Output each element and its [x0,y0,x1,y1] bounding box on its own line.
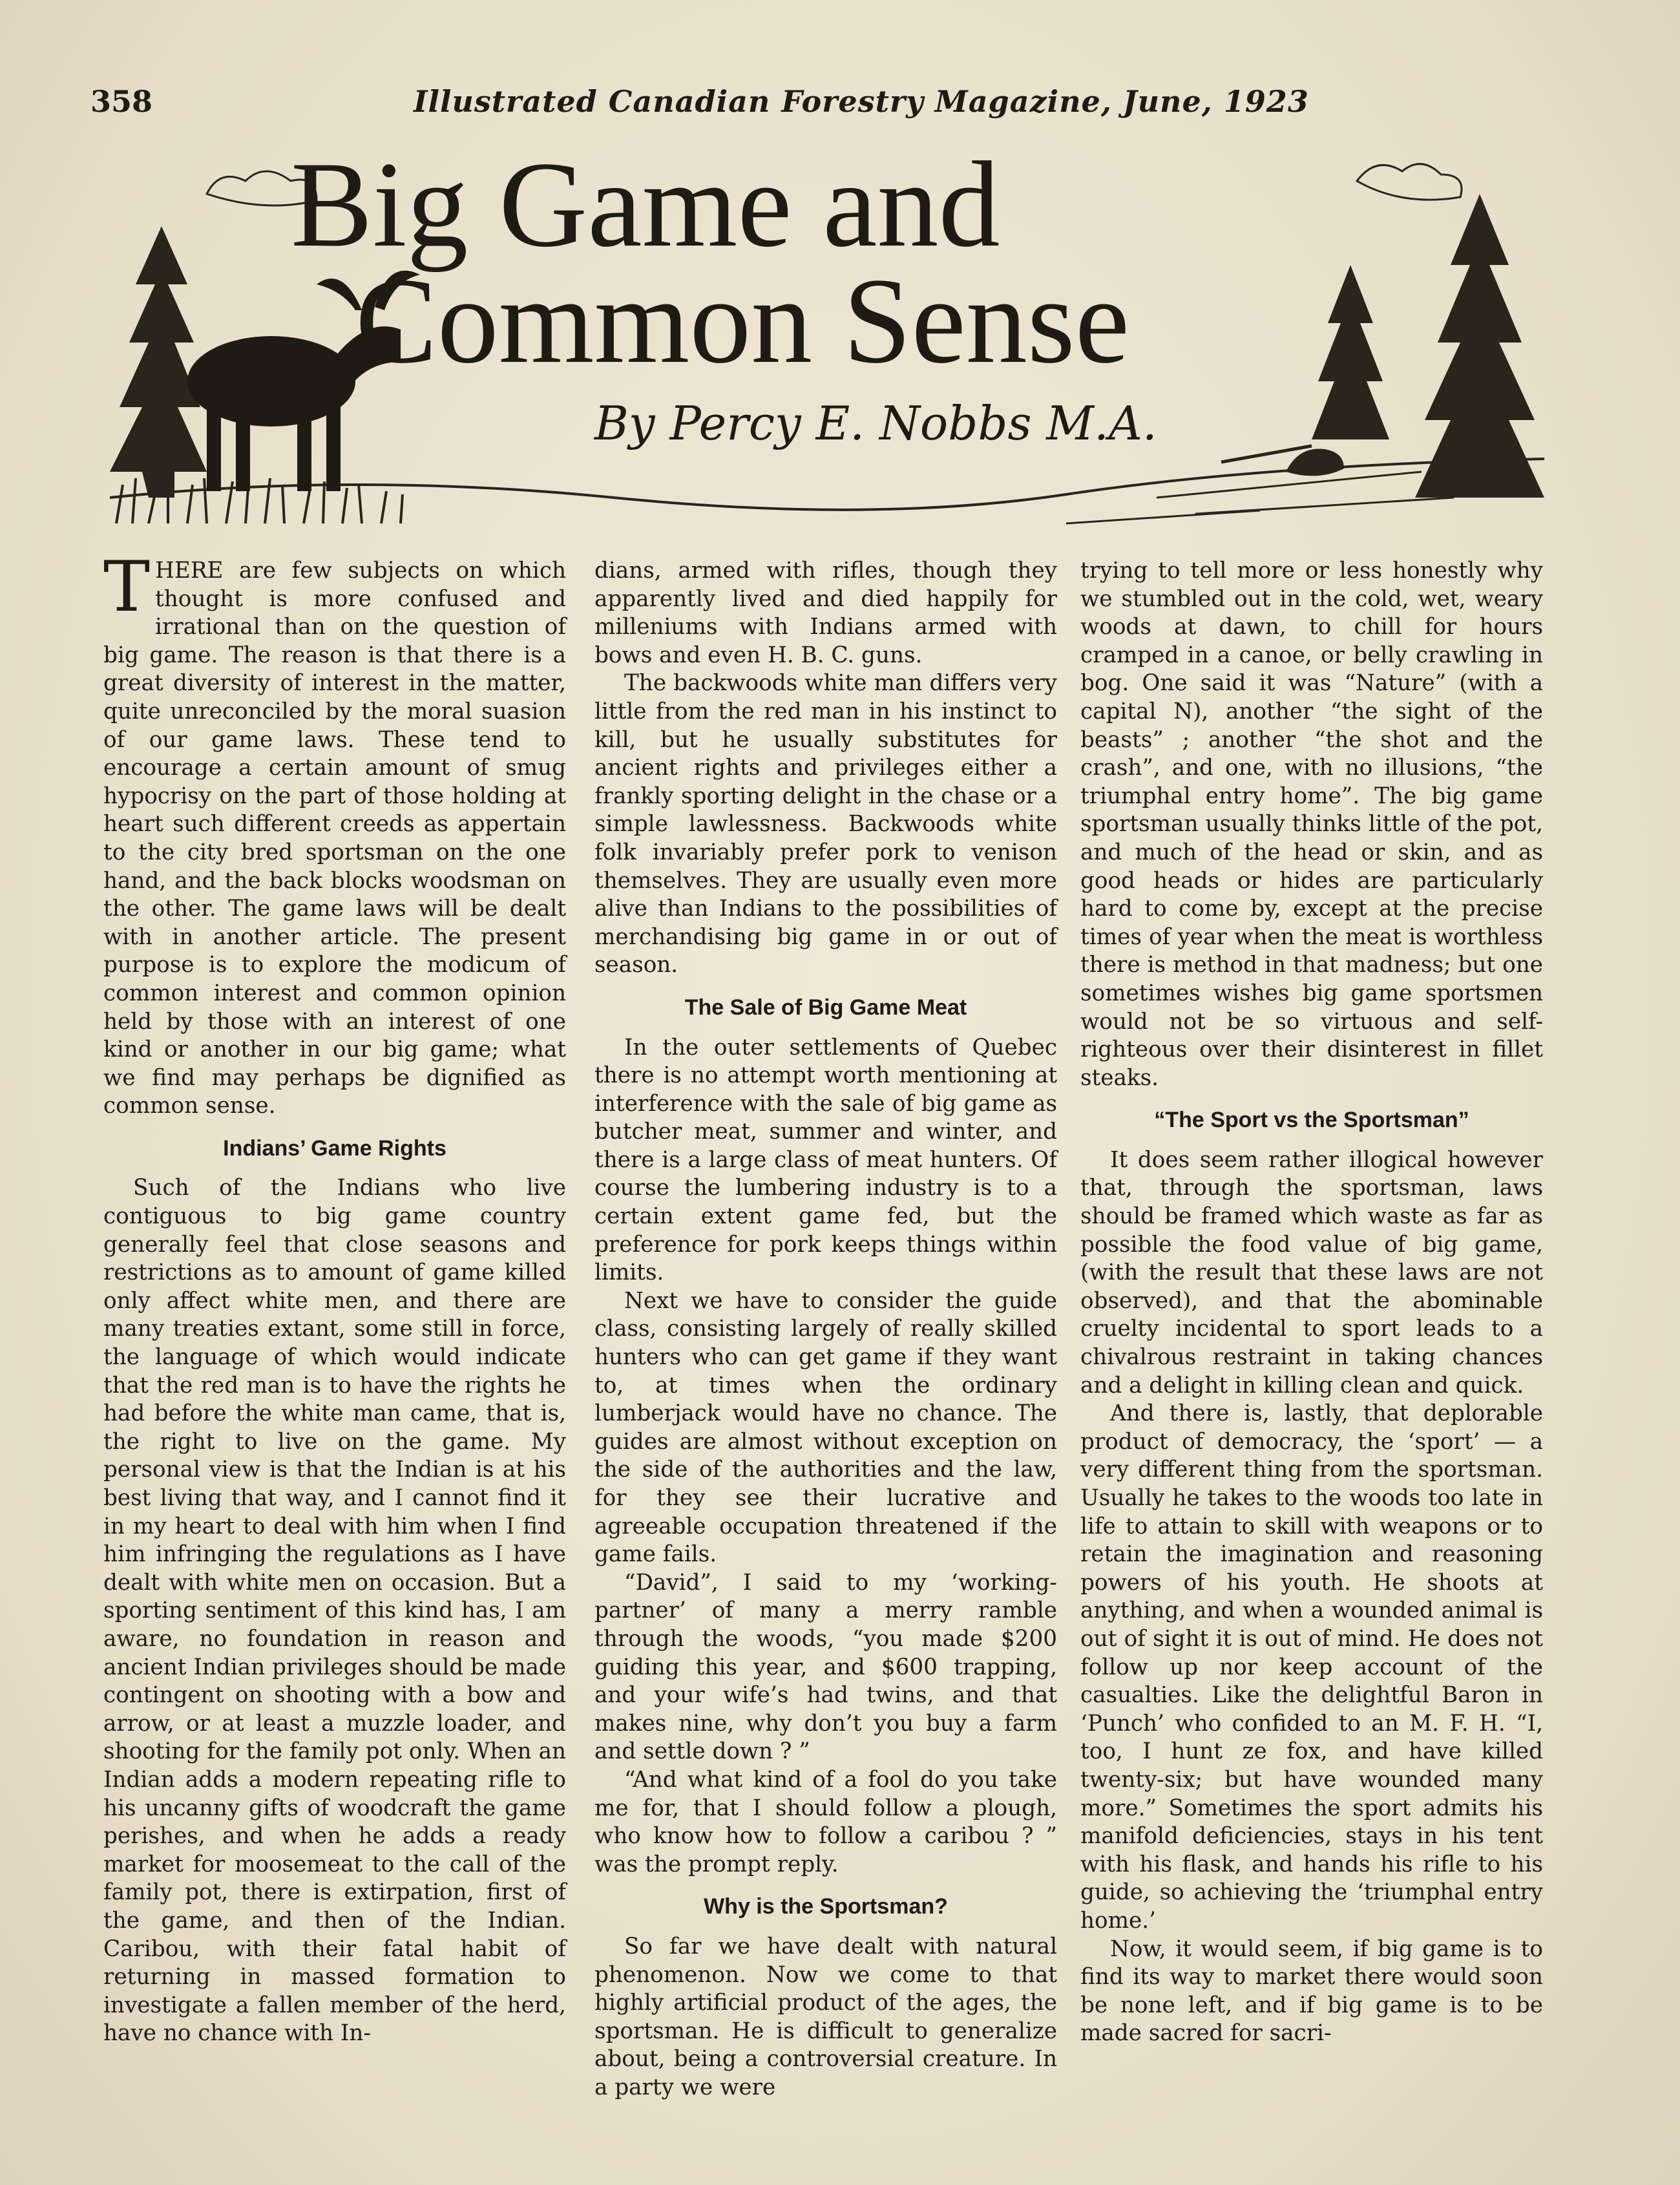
subhead-why-is-the-sportsman: Why is the Sportsman? [704,1894,948,1919]
column-2-paragraph-6: “And what kind of a fool do you take me for, that I should follow a plough, who know how to follow a caribou ? ” was the prompt reply. [594,1766,1057,1877]
column-2-paragraph-5: “David”, I said to my ‘working-partner’ of many a merry ramble through the woods, “you made $200 guiding this year, and $600 trapping, and your wife’s had twins, and that makes nine, why don’t you buy a farm and settle down ? ” [594,1569,1057,1765]
column-3-paragraph-2: It does seem rather illogical however that, through the sportsman, laws should be framed which waste as far as possible the food value of big game, (with the result that these laws are not observed), and that the abominable cruelty incidental to sport leads to a chivalrous restraint in taking chances and a delight in killing clean and quick. [1080,1146,1543,1399]
title-line-1: Big Game and [291,137,1000,273]
title-line-2: Common Sense [355,253,1130,389]
running-head: Illustrated Canadian Forestry Magazine, June, 1923 [414,84,1309,119]
column-2-paragraph-7: So far we have dealt with natural phenomenon. Now we come to that highly artificial product of the ages, the sportsman. He is difficult to generalize about, being a controversial creature. In a party we were [594,1933,1057,2100]
left-pine-tree [110,226,207,498]
column-3-paragraph-3: And there is, lastly, that deplorable product of democracy, the ‘sport’ — a very different thing from the sportsman. Usually he takes to the woods too late in life to attain to skill with weapons or to retain the imagination and reasoning powers of his youth. He shoots at anything, and when a wounded animal is out of sight it is out of mind. He does not follow up nor keep account of the casualties. Like the delightful Baron in ‘Punch’ who confided to an M. F. H. “I, too, I hunt ze fox, and have killed twenty-six; but have wounded many more.” Sometimes the sport admits his manifold deficiencies, stays in his tent with his flask, and hands his rifle to his guide, so achieving the ‘triumphal entry home.’ [1080,1400,1543,1934]
drop-cap: T [103,547,151,628]
right-pine-trees [1312,194,1544,498]
column-1-paragraph-1 [103,547,566,1121]
column-2-paragraph-3: In the outer settlements of Quebec there is no attempt worth mentioning at interference with the sale of big game as butcher meat, summer and winter, and there is a large class of meat hunters. Of course the lumbering industry is to a certain extent game fed, but the preference for pork keeps things within limits. [594,1034,1057,1286]
byline: By Percy E. Nobbs M.A. [594,396,1157,450]
page-number: 358 [90,84,153,119]
column-3-paragraph-1: trying to tell more or less honestly why we stumbled out in the cold, wet, weary woods at dawn, to chill for hours cramped in a canoe, or belly crawling in bog. One said it was “Nature” (with a capital N), another “the sight of the beasts” ; another “the shot and the crash”, and one, with no illusions, “the triumphal entry home”. The big game sportsman usually thinks little of the pot, and much of the head or skin, and as good heads or hides are particularly hard to come by, except at the precise times of year when the meat is worthless there is method in that madness; but one sometimes wishes big game sportsmen would not be so virtuous and self-righteous over their disinterest in fillet steaks. [1080,558,1543,1091]
column-3-paragraph-4: Now, it would seem, if big game is to find its way to market there would soon be none left, and if big game is to be made sacred for sacri- [1080,1936,1543,2047]
column-2-paragraph-4: Next we have to consider the guide class, consisting largely of really skilled hunters who can get game if they want to, at times when the ordinary lumberjack would have no chance. The guides are almost without exception on the side of the authorities and the law, for they see their lucrative and agreeable occupation threatened if the game fails. [594,1287,1057,1568]
subhead-sport-vs-sportsman: “The Sport vs the Sportsman” [1154,1108,1469,1133]
cloud-right [1357,164,1462,200]
title-banner-illustration [97,136,1557,543]
column-2-paragraph-1: dians, armed with rifles, though they apparently lived and died happily for milleniums with Indians armed with bows and even H. B. C. guns. [594,558,1057,668]
column-1 [103,547,566,2048]
subhead-sale-of-big-game-meat: The Sale of Big Game Meat [684,995,967,1020]
shore-lines [1066,472,1454,523]
column-1-paragraph-1-text: HERE are few subjects on which thought is more confused and irrational than on the question of big game. The reason is that there is a great diversity of interest in the matter, quite unreconciled by the moral suasion of our game laws. These tend to encourage a certain amount of smug hypocrisy on the part of those holding at heart such different creeds as appertain to the city bred sportsman on the one hand, and the back blocks woodsman on the other. The game laws will be dealt with in another article. The present purpose is to explore the modicum of common interest and common opinion held by those with an interest of one kind or another in our big game; what we find may perhaps be dignified as common sense. [103,558,566,1119]
subhead-indians-game-rights: Indians’ Game Rights [223,1135,446,1161]
page-header [90,84,1531,123]
column-3 [1080,557,1543,2048]
column-2 [594,557,1057,2102]
column-1-paragraph-2: Such of the Indians who live contiguous to big game country generally feel that close seasons and restrictions as to amount of game killed only affect white men, and there are many treaties extant, some still in force, the language of which would indicate that the red man is to have the rights he had before the white man came, that is, the right to live on the game. My personal view is that the Indian is at his best living that way, and I cannot find it in my heart to deal with him when I find him infringing the regulations as I have dealt with white men on occasion. But a sporting sentiment of this kind has, I am aware, no foundation in reason and ancient Indian privileges should be made contingent on shooting with a bow and arrow, or at least a muzzle loader, and shooting for the family pot only. When an Indian adds a modern repeating rifle to his uncanny gifts of woodcraft the game perishes, and when he adds a ready market for moosemeat to the call of the family pot, there is extirpation, first of the game, and then of the Indian. Caribou, with their fatal habit of returning in massed formation to investigate a fallen member of the herd, have no chance with In- [103,1175,566,2047]
column-2-paragraph-2: The backwoods white man differs very little from the red man in his instinct to kill, but he usually substitutes for ancient rights and privileges either a frankly sporting delight in the chase or a simple lawlessness. Backwoods white folk invariably prefer pork to venison themselves. They are usually even more alive than Indians to the possibilities of merchandising big game in or out of season. [594,670,1057,978]
